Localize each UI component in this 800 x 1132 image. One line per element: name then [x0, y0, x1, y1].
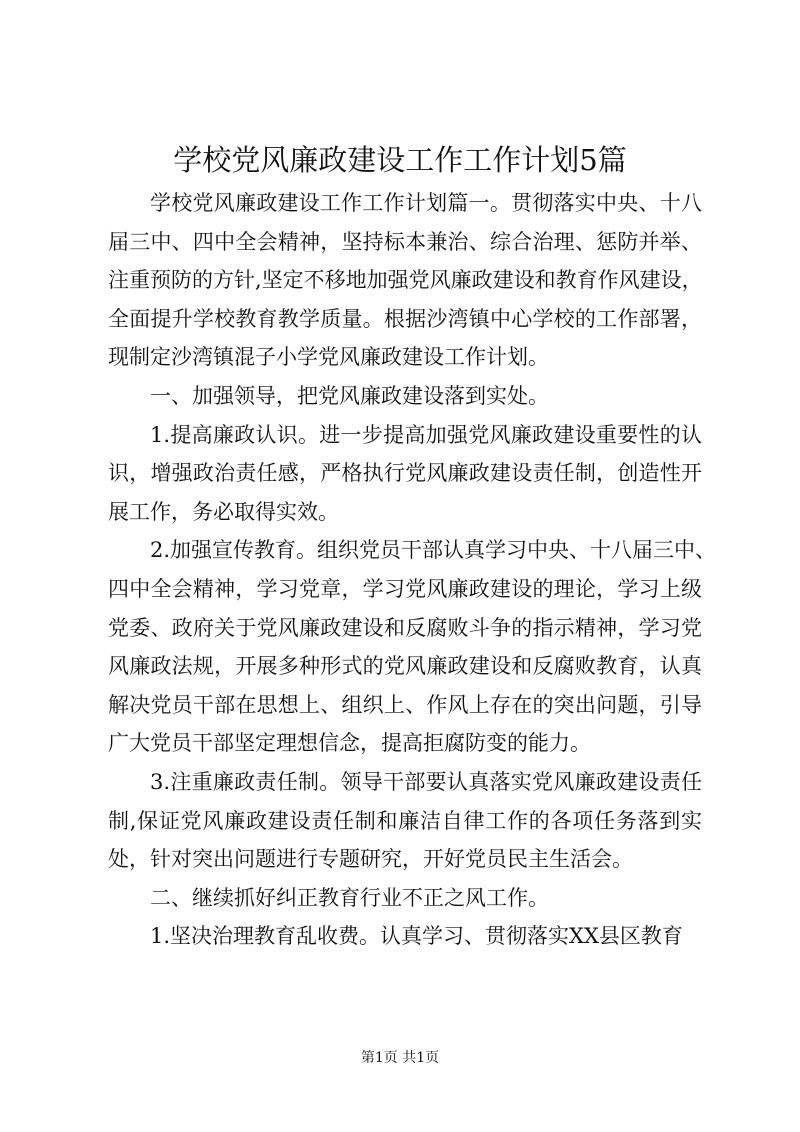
text-line: 二、继续抓好纠正教育行业不正之风工作。 — [150, 885, 549, 910]
text-line: 党委、政府关于党风廉政建设和反腐败斗争的指示精神，学习党 — [108, 615, 702, 640]
text-line: 1.提高廉政认识。进一步提高加强党风廉政建设重要性的认 — [150, 422, 702, 447]
text-line: 风廉政法规，开展多种形式的党风廉政建设和反腐败教育，认真 — [108, 654, 702, 679]
page-number-footer: 第1页 共1页 — [360, 1050, 440, 1066]
paragraph — [108, 917, 702, 956]
text-line: 届三中、四中全会精神，坚持标本兼治、综合治理、惩防并举、 — [108, 229, 702, 254]
document-body — [108, 184, 717, 956]
paragraph — [108, 531, 717, 763]
paragraph — [108, 416, 702, 532]
text-line: 处，针对突出问题进行专题研究，开好党员民主生活会。 — [108, 847, 633, 872]
text-line: 解决党员干部在思想上、组织上、作风上存在的突出问题，引导 — [108, 692, 702, 717]
text-line: 1.坚决治理教育乱收费。认真学习、贯彻落实XX县区教育 — [150, 924, 683, 949]
text-line: 全面提升学校教育教学质量。根据沙湾镇中心学校的工作部署， — [108, 306, 702, 331]
text-line: 现制定沙湾镇混子小学党风廉政建设工作计划。 — [108, 345, 549, 370]
text-line: 3.注重廉政责任制。领导干部要认真落实党风廉政建设责任 — [150, 769, 702, 794]
section-heading — [108, 377, 702, 416]
text-line: 一、加强领导，把党风廉政建设落到实处。 — [150, 383, 549, 408]
paragraph — [108, 184, 702, 377]
paragraph — [108, 763, 702, 879]
text-line: 学校党风廉政建设工作工作计划篇一。贯彻落实中央、十八 — [150, 191, 702, 215]
document-title: 学校党风廉政建设工作工作计划5篇 — [173, 143, 627, 177]
section-heading — [108, 879, 702, 918]
text-line: 制,保证党风廉政建设责任制和廉洁自律工作的各项任务落到实 — [108, 808, 702, 833]
text-line: 识，增强政治责任感，严格执行党风廉政建设责任制，创造性开 — [108, 461, 702, 486]
text-line: 广大党员干部坚定理想信念，提高拒腐防变的能力。 — [108, 731, 591, 756]
text-line: 2.加强宣传教育。组织党员干部认真学习中央、十八届三中、 — [150, 538, 717, 563]
text-line: 展工作，务必取得实效。 — [108, 499, 339, 524]
text-line: 注重预防的方针,坚定不移地加强党风廉政建设和教育作风建设， — [108, 268, 703, 293]
text-line: 四中全会精神，学习党章，学习党风廉政建设的理论，学习上级 — [108, 576, 702, 601]
